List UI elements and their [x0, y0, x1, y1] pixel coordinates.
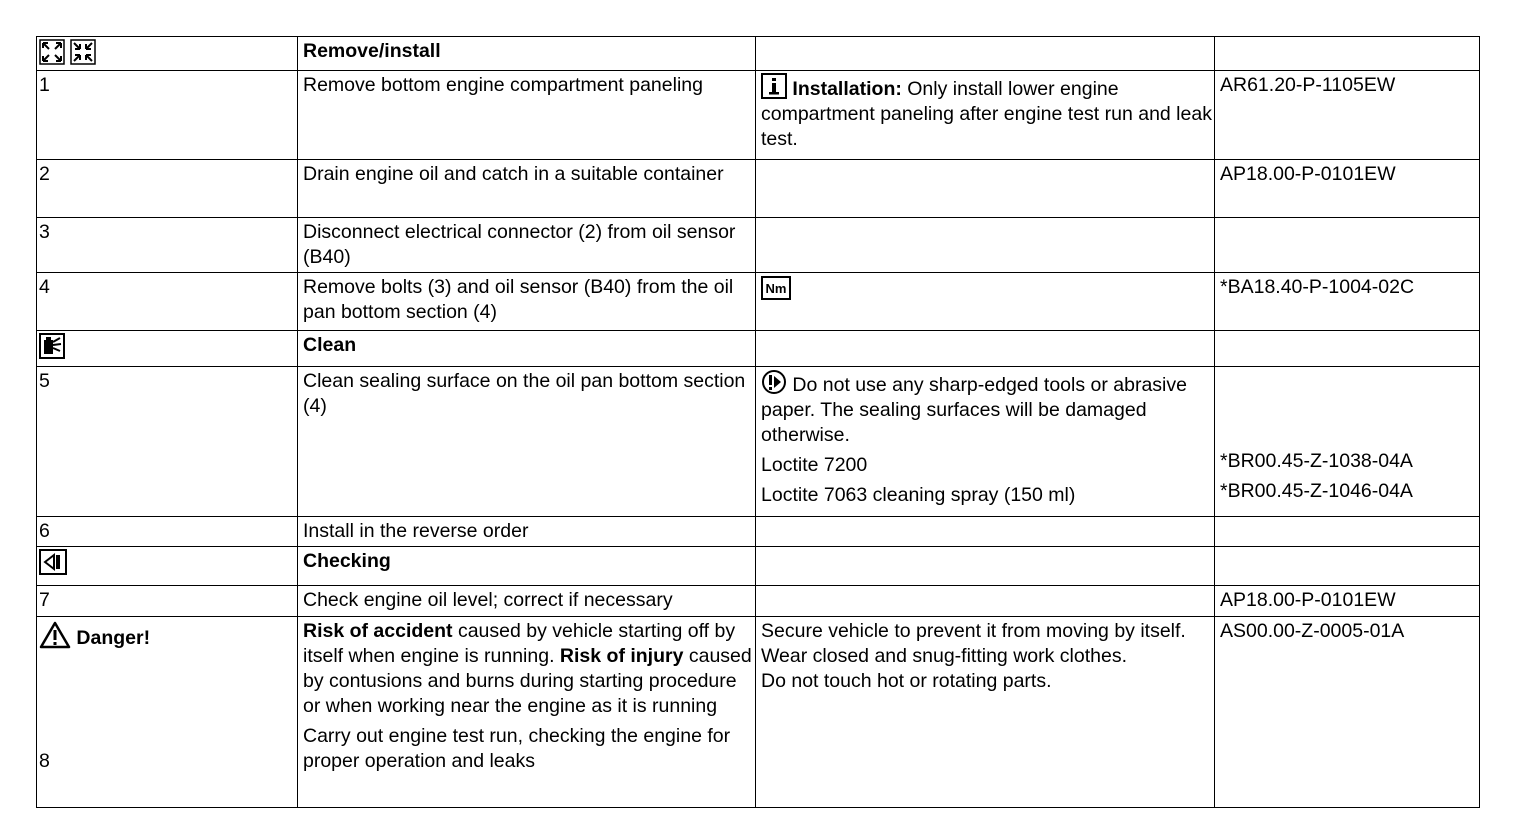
step-number: 7 [37, 586, 298, 617]
danger-row [37, 617, 1480, 808]
danger-heading [39, 621, 297, 651]
step-number: 2 [37, 160, 298, 218]
step-number: 3 [37, 218, 298, 273]
material-name: Loctite 7200 [761, 454, 868, 476]
step-text: Remove bottom engine compartment paneling [298, 71, 756, 160]
step-row-1 [37, 71, 1480, 160]
step-number: 5 [37, 367, 298, 517]
section-title: Checking [298, 547, 756, 586]
section-title: Clean [298, 331, 756, 367]
danger-measure: Secure vehicle to prevent it from moving by itself. [761, 620, 1186, 642]
danger-text-cell [298, 617, 756, 808]
reference-link[interactable]: AP18.00-P-0101EW [1215, 586, 1480, 617]
note-text: Do not use any sharp-edged tools or abrasive paper. The sealing surfaces will be damaged otherwise. [761, 374, 1187, 446]
step-text: Remove bolts (3) and oil sensor (B40) from the oil pan bottom section (4) [298, 273, 756, 331]
section-row-clean [37, 331, 1480, 367]
danger-risk-text: Risk of accident caused by vehicle starting off by itself when engine is running. Risk of injury caused by contusions and burns during starting procedure or when working near the engine as it is running [303, 620, 752, 717]
step-text: Check engine oil level; correct if necessary [298, 586, 756, 617]
section-icon-cell [37, 547, 298, 586]
step-text: Clean sealing surface on the oil pan bottom section (4) [298, 367, 756, 517]
step-text: Install in the reverse order [298, 517, 756, 547]
danger-cell [37, 617, 298, 808]
step-text: Disconnect electrical connector (2) from oil sensor (B40) [298, 218, 756, 273]
contract-arrows-icon [70, 39, 96, 65]
material-name: Loctite 7063 cleaning spray (150 ml) [761, 484, 1076, 506]
danger-measures-cell [756, 617, 1215, 808]
warning-triangle-icon [39, 621, 71, 649]
step-row-5 [37, 367, 1480, 517]
step-row-2 [37, 160, 1480, 218]
step-text: Drain engine oil and catch in a suitable container [298, 160, 756, 218]
reference-link[interactable]: *BR00.45-Z-1046-04A [1220, 480, 1413, 502]
reference-link[interactable]: *BA18.40-P-1004-02C [1215, 273, 1480, 331]
info-icon [761, 73, 787, 99]
danger-measure: Wear closed and snug-fitting work clothes. [761, 645, 1127, 667]
expand-arrows-icon [39, 39, 65, 65]
reference-cell [1215, 367, 1480, 517]
step-number: 8 [39, 750, 50, 772]
reference-link[interactable]: AS00.00-Z-0005-01A [1215, 617, 1480, 808]
torque-nm-label: Nm [765, 280, 787, 296]
caution-note [761, 369, 1214, 448]
step-text: Carry out engine test run, checking the engine for proper operation and leaks [303, 725, 731, 772]
section-icon-cell [37, 331, 298, 367]
caution-icon [761, 369, 787, 395]
step-note [756, 71, 1215, 160]
danger-label: Danger! [76, 627, 151, 649]
step-number: 1 [37, 71, 298, 160]
risk-label: Risk of injury [559, 645, 684, 667]
section-row-checking [37, 547, 1480, 586]
step-row-4 [37, 273, 1480, 331]
section-row-remove-install [37, 37, 1480, 71]
note-label: Installation: [792, 78, 902, 100]
reference-link[interactable]: AR61.20-P-1105EW [1215, 71, 1480, 160]
cleaning-icon [39, 333, 65, 359]
reference-link[interactable]: AP18.00-P-0101EW [1215, 160, 1480, 218]
torque-nm-icon [761, 276, 791, 300]
risk-label: Risk of accident [303, 620, 453, 642]
danger-measure: Do not touch hot or rotating parts. [761, 670, 1052, 692]
note-text: Only install lower engine compartment paneling after engine test run and leak test. [761, 78, 1212, 150]
step-row-6 [37, 517, 1480, 547]
step-number: 6 [37, 517, 298, 547]
checking-icon [39, 549, 67, 575]
procedure-table [36, 36, 1480, 808]
step-note [756, 273, 1215, 331]
section-title: Remove/install [298, 37, 756, 71]
section-icon-cell [37, 37, 298, 71]
step-row-7 [37, 586, 1480, 617]
step-number: 4 [37, 273, 298, 331]
step-note [756, 367, 1215, 517]
reference-link[interactable]: *BR00.45-Z-1038-04A [1220, 450, 1413, 472]
step-row-3 [37, 218, 1480, 273]
